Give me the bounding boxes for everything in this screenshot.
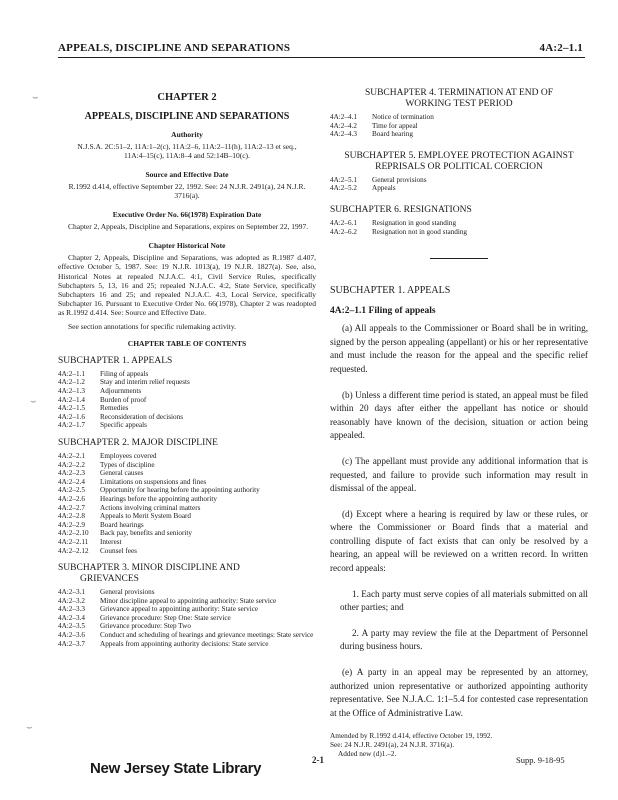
toc-subchapter-5-list [330,176,588,193]
toc-item: 4A:2–3.1 General provisions [58,588,155,597]
paragraph-e: (e) A party in an appeal may be represented by an attorney, authorized union representative or authorized appointing authority representative. See N.J.A.C. 1:1–5.4 for contested case representation at the Office of Administrative Law. [330,667,588,718]
toc-subchapter-6-title: SUBCHAPTER 6. RESIGNATIONS [330,204,472,215]
toc-subchapter-3-title: SUBCHAPTER 3. MINOR DISCIPLINE AND [58,563,240,574]
section-heading: 4A:2–1.1 Filing of appeals [330,306,436,317]
toc-subchapter-4-list [330,113,588,139]
toc-subchapter-5-title-cont: REPRISALS OR POLITICAL COERCION [375,161,543,172]
authority-label: Authority [171,130,203,139]
toc-item: 4A:2–1.1 Filing of appeals [58,369,149,378]
toc-subchapter-4-title-cont: WORKING TEST PERIOD [405,99,513,109]
toc-subchapter-2-title: SUBCHAPTER 2. MAJOR DISCIPLINE [58,437,218,448]
toc-subchapter-3-list [58,588,316,648]
toc-item: 4A:2–2.6 Hearings before the appointing authority [58,494,217,503]
toc-subchapter-3-title-cont: GRIEVANCES [80,574,139,585]
toc-subchapter-6-list [330,219,588,236]
chapter-number: CHAPTER 2 [157,92,217,103]
toc-item: 4A:2–5.2 Appeals [330,184,396,193]
toc-item: 4A:2–2.4 Limitations on suspensions and fines [58,477,207,486]
toc-item: 4A:2–2.5 Opportunity for hearing before the appointing authority [58,486,260,495]
exec-order-text: Chapter 2, Appeals, Discipline and Separations, expires on September 22, 1997. [68,222,309,231]
left-column [58,90,316,648]
toc-subchapter-1-title: SUBCHAPTER 1. APPEALS [58,355,173,366]
source-text: R.1992 d.414, effective September 22, 1992. See: 24 N.J.R. 2491(a), 24 N.J.R. 3716(a). [68,182,306,200]
toc-subchapter-2-list [58,452,316,555]
note-line: See: 24 N.J.R. 2491(a), 24 N.J.R. 3716(a). [330,740,455,749]
toc-item: 4A:2–2.12 Counsel fees [58,546,137,555]
toc-item: 4A:2–1.3 Adjournments [58,387,142,396]
toc-item: 4A:2–2.7 Actions involving criminal matters [58,503,201,512]
section-divider [430,258,488,259]
right-column [330,88,588,758]
toc-item: 4A:2–3.6 Conduct and scheduling of hearings and grievance meetings: State service [58,631,314,640]
toc-item: 4A:2–3.2 Minor discipline appeal to appointing authority: State service [58,596,277,605]
toc-item: 4A:2–2.1 Employees covered [58,451,157,460]
paragraph-c: (c) The appellant must provide any additional information that is requested, and failure to provide such information may result in dismissal of the appeal. [330,455,588,494]
note-line: Added new (d)1.–2. [338,748,397,758]
toc-item: 4A:2–4.1 Notice of termination [330,113,434,121]
toc-item: 4A:2–2.11 Interest [58,537,122,546]
authority-text: N.J.S.A. 2C:51–2, 11A:1–2(c), 11A:2–6, 11A:2–11(h), 11A:2–13 et seq., 11A:4–15(c), 11A:8–4 and 52:14B–10(c). [77,142,297,160]
toc-item: 4A:2–2.8 Appeals to Merit System Board [58,512,192,521]
toc-item: 4A:2–4.2 Time for appeal [330,121,418,130]
toc-subchapter-4-title: SUBCHAPTER 4. TERMINATION AT END OF [364,88,554,98]
library-stamp: New Jersey State Library [90,760,262,777]
page-number: 2-1 [312,755,324,765]
toc-item: 4A:2–1.7 Specific appeals [58,421,147,430]
toc-item: 4A:2–3.3 Grievance appeal to appointing authority: State service [58,605,259,614]
toc-subchapter-1-list [58,370,316,430]
exec-order-label: Executive Order No. 66(1978) Expiration Date [112,210,262,219]
chapter-title: APPEALS, DISCIPLINE AND SEPARATIONS [84,111,290,122]
toc-item: 4A:2–3.7 Appeals from appointing authority decisions: State service [58,639,269,648]
toc-item: 4A:2–1.5 Remedies [58,404,129,413]
toc-item: 4A:2–6.1 Resignation in good standing [330,218,457,227]
see-annotations-text: See section annotations for specific rulemaking activity. [68,321,237,331]
toc-label: CHAPTER TABLE OF CONTENTS [127,338,247,348]
paragraph-a: (a) All appeals to the Commissioner or Board shall be in writing, signed by the person appealing (appellant) or his or her representative and must include the reason for the appeal and the specific relief requested. [330,323,588,374]
toc-item: 4A:2–5.1 General provisions [330,175,427,184]
note-line: Amended by R.1992 d.414, effective October 19, 1992. [330,731,493,741]
toc-subchapter-5-title: SUBCHAPTER 5. EMPLOYEE PROTECTION AGAINST [344,150,574,161]
header-rule [58,57,585,58]
toc-item: 4A:2–6.2 Resignation not in good standing [330,227,468,236]
paragraph-d1: 1. Each party must serve copies of all materials submitted on all other parties; and [340,588,588,613]
toc-item: 4A:2–1.6 Reconsideration of decisions [58,412,184,421]
header-section-number: 4A:2–1.1 [539,42,583,54]
toc-item: 4A:2–4.3 Board hearing [330,130,413,139]
toc-item: 4A:2–1.4 Burden of proof [58,395,147,404]
toc-item: 4A:2–3.4 Grievance procedure: Step One: State service [58,613,231,622]
historical-note-label: Chapter Historical Note [148,241,226,251]
supplement-date: Supp. 9-18-95 [516,755,565,765]
toc-item: 4A:2–2.2 Types of discipline [58,460,155,469]
toc-item: 4A:2–2.3 General causes [58,469,144,478]
paragraph-b: (b) Unless a different time period is stated, an appeal must be filed within 20 days after either the appellant has notice or should reasonably have known of the decision, situation or action being appealed. [330,389,588,441]
toc-item: 4A:2–2.10 Back pay, benefits and seniority [58,529,192,538]
toc-item: 4A:2–1.2 Stay and interim relief requests [58,378,190,387]
header-title: APPEALS, DISCIPLINE AND SEPARATIONS [58,42,291,54]
subchapter-1-heading: SUBCHAPTER 1. APPEALS [330,285,451,297]
scan-mark: ⌣ [26,722,33,733]
historical-note-text: Chapter 2, Appeals, Discipline and Separations, was adopted as R.1987 d.407, effective October 5, 1987. See: 19 N.J.R. 1013(a), 19 N.J.R. 1827(a). See, also, Historical Notes at repealed N.J.A.C. 4:1, Civil Service Rules, specifically Subchapters 5, 13, 16 and 25; repealed N.J.A.C. 4:2, State Service, specifically Subchapters 16 and 25; and repealed N.J.A.C. 4:3, Local Service, specifically Subchapter 16. Pursuant to Executive Order No. 66(1978), Chapter 2 was readopted as R.1992 d.414. See: Source and Effective Date. [58,253,316,318]
running-header [58,42,583,56]
paragraph-d2: 2. A party may review the file at the Department of Personnel during business hours. [340,627,588,652]
paragraph-d: (d) Except where a hearing is required by law or these rules, or where the Commissioner or Board finds that a material and controlling dispute of fact exists that can only be resolved by a hearing, an appeal will be reviewed on a written record. In written record appeals: [330,508,588,574]
toc-item: 4A:2–2.9 Board hearings [58,520,144,529]
toc-item: 4A:2–3.5 Grievance procedure: Step Two [58,622,191,631]
scan-mark: ⌣ [30,396,37,407]
scan-mark: ⌣ [32,92,39,103]
source-label: Source and Effective Date [145,170,229,179]
